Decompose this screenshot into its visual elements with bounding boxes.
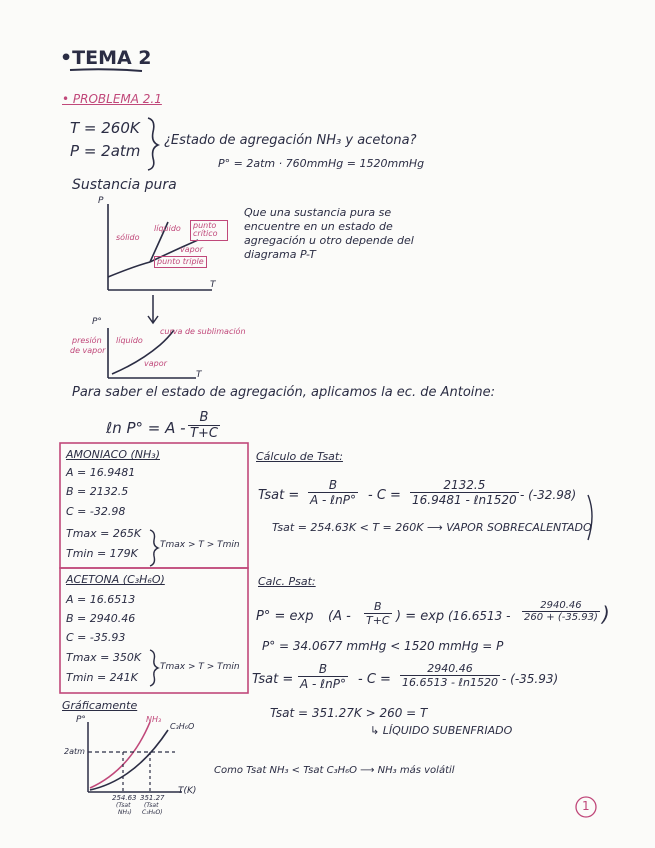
ammonia-tsat-lhs: Tsat =: [258, 488, 300, 503]
acetone-frac-2: [400, 662, 500, 689]
vp-axis-label: P°: [92, 317, 102, 327]
triple-point-label: punto triple: [154, 256, 207, 268]
graph-lines: [88, 722, 182, 792]
vp-label-line-2: de vapor: [70, 346, 106, 355]
ammonia-tmax: Tmax = 265K: [66, 527, 142, 540]
acetone-A: A = 16.6513: [66, 593, 136, 606]
acetone-range: Tmax > T > Tmin: [160, 662, 240, 672]
vp-liquid-label: líquido: [116, 336, 143, 345]
title-underline: [70, 69, 142, 71]
acetone-B: B = 2940.46: [66, 612, 136, 625]
graph-heading: Gráficamente: [62, 699, 138, 712]
acetone-state: ↳ LÍQUIDO SUBENFRIADO: [370, 724, 513, 737]
page-number: 1: [582, 799, 590, 813]
liquid-label: líquido: [154, 224, 181, 233]
acetone-frac-1-num: B: [298, 662, 348, 677]
vp-t-axis-label: T: [196, 370, 202, 380]
acetone-p-frac-1-num: B: [364, 600, 392, 614]
p-axis-label: P: [98, 196, 104, 206]
pure-substance-heading: Sustancia pura: [72, 177, 177, 193]
acetone-frac-2-den: 16.6513 - ℓn1520: [402, 676, 498, 689]
ammonia-frac-2: [410, 478, 519, 507]
solid-label: sólido: [116, 233, 140, 242]
antoine-fraction: [188, 410, 220, 441]
acetone-p-frac-1-den: T+C: [366, 614, 390, 627]
acetone-p-mid: ) = exp: [396, 609, 445, 624]
ammonia-tmin: Tmin = 179K: [66, 547, 138, 560]
t-axis-label: T: [210, 280, 216, 290]
acetone-p-frac-2-num: 2940.46: [522, 600, 600, 612]
pt-note-line-2: encuentre en un estado de: [244, 220, 393, 233]
graph-t-axis: T(K): [178, 786, 197, 796]
acetone-p-result: P° = 34.0677 mmHg < 1520 mmHg = P: [262, 639, 504, 653]
vp-label-line-1: presión: [72, 336, 102, 345]
antoine-intro: Para saber el estado de agregación, aplicamos la ec. de Antoine:: [72, 385, 496, 400]
ammonia-range: Tmax > T > Tmin: [160, 540, 240, 550]
acetone-p-frac-2: [522, 600, 600, 623]
graph-t2-note-2: C₃H₆O): [142, 809, 163, 816]
acetone-tsat-result: Tsat = 351.27K > 260 = T: [270, 706, 428, 720]
ammonia-frac-2-num: 2132.5: [410, 478, 519, 493]
acetone-p-a: (A -: [328, 609, 351, 624]
ammonia-result: Tsat = 254.63K < T = 260K ⟶ VAPOR SOBRECALENTADO: [272, 521, 592, 534]
graph-2atm: 2atm: [64, 747, 85, 756]
acetone-tmax: Tmax = 350K: [66, 651, 142, 664]
ammonia-frac-2-den: 16.9481 - ℓn1520: [412, 493, 517, 507]
brace-icon: [150, 650, 158, 686]
graph-t2-note-1: (Tsat: [144, 802, 159, 809]
acetone-p-frac-1: [364, 600, 392, 627]
conclusion: Como Tsat NH₃ < Tsat C₃H₆O ⟶ NH₃ más volátil: [214, 765, 455, 776]
ammonia-B: B = 2132.5: [66, 485, 129, 498]
acetone-frac-1: [298, 662, 348, 691]
brace-icon: [148, 118, 158, 170]
graph-t1-note-1: (Tsat: [116, 802, 131, 809]
ammonia-frac-1: [308, 478, 358, 507]
given-temperature: T = 260K: [70, 119, 140, 137]
page-title: •TEMA 2: [60, 47, 152, 69]
acetone-tail: - (-35.93): [502, 672, 559, 686]
ammonia-frac-1-den: A - ℓnP°: [310, 493, 356, 507]
antoine-lhs: ℓn P° = A -: [106, 419, 186, 437]
pt-note-line-4: diagrama P-T: [244, 248, 316, 261]
graph-t1-note-2: NH₃): [118, 809, 132, 816]
vapor-label: vapor: [180, 245, 203, 254]
ammonia-frac-1-num: B: [308, 478, 358, 493]
given-pressure: P = 2atm: [70, 142, 141, 160]
arrow-down-icon: [148, 295, 158, 323]
problem-heading: • PROBLEMA 2.1: [62, 92, 162, 106]
graph-t1: 254.63: [112, 794, 137, 802]
vp-vapor-label: vapor: [144, 359, 167, 368]
critical-point-label: punto crítico: [190, 220, 228, 241]
ammonia-A: A = 16.9481: [66, 466, 136, 479]
acetone-mid: - C =: [358, 672, 391, 687]
ammonia-mid: - C =: [368, 488, 401, 503]
acetone-p-lhs: P° = exp: [256, 609, 314, 624]
acetone-title: ACETONA (C₃H₆O): [66, 573, 165, 586]
acetone-p-frac-2-den: 260 + (-35.93): [524, 612, 598, 623]
vp-curve-label: curva de sublimación: [160, 327, 246, 336]
acetone-calc-label: Calc. Psat:: [258, 575, 316, 588]
ammonia-C: C = -32.98: [66, 505, 126, 518]
pt-note-line-3: agregación u otro depende del: [244, 234, 414, 247]
antoine-num: B: [188, 410, 220, 426]
question-text: ¿Estado de agregación NH₃ y acetona?: [164, 133, 417, 148]
brace-icon: [150, 530, 158, 566]
antoine-den: T+C: [190, 426, 218, 441]
ammonia-calc-label: Cálculo de Tsat:: [256, 450, 343, 463]
pt-note-line-1: Que una sustancia pura se: [244, 206, 392, 219]
acetone-C: C = -35.93: [66, 631, 126, 644]
graph-acetone-label: C₃H₆O: [170, 722, 195, 731]
unit-conversion: P° = 2atm · 760mmHg = 1520mmHg: [218, 157, 425, 170]
acetone-frac-2-num: 2940.46: [400, 662, 500, 676]
acetone-frac-1-den: A - ℓnP°: [300, 677, 346, 691]
acetone-tsat-lhs: Tsat =: [252, 672, 294, 687]
graph-p-axis: P°: [76, 715, 86, 725]
ammonia-tail: - (-32.98): [520, 488, 577, 502]
ammonia-title: AMONIACO (NH₃): [66, 448, 160, 461]
graph-nh3-label: NH₃: [146, 715, 162, 724]
acetone-p-close: ): [602, 602, 610, 626]
acetone-p-a2: (16.6513 -: [448, 609, 511, 623]
acetone-tmin: Tmin = 241K: [66, 671, 138, 684]
graph-t2: 351.27: [140, 794, 165, 802]
